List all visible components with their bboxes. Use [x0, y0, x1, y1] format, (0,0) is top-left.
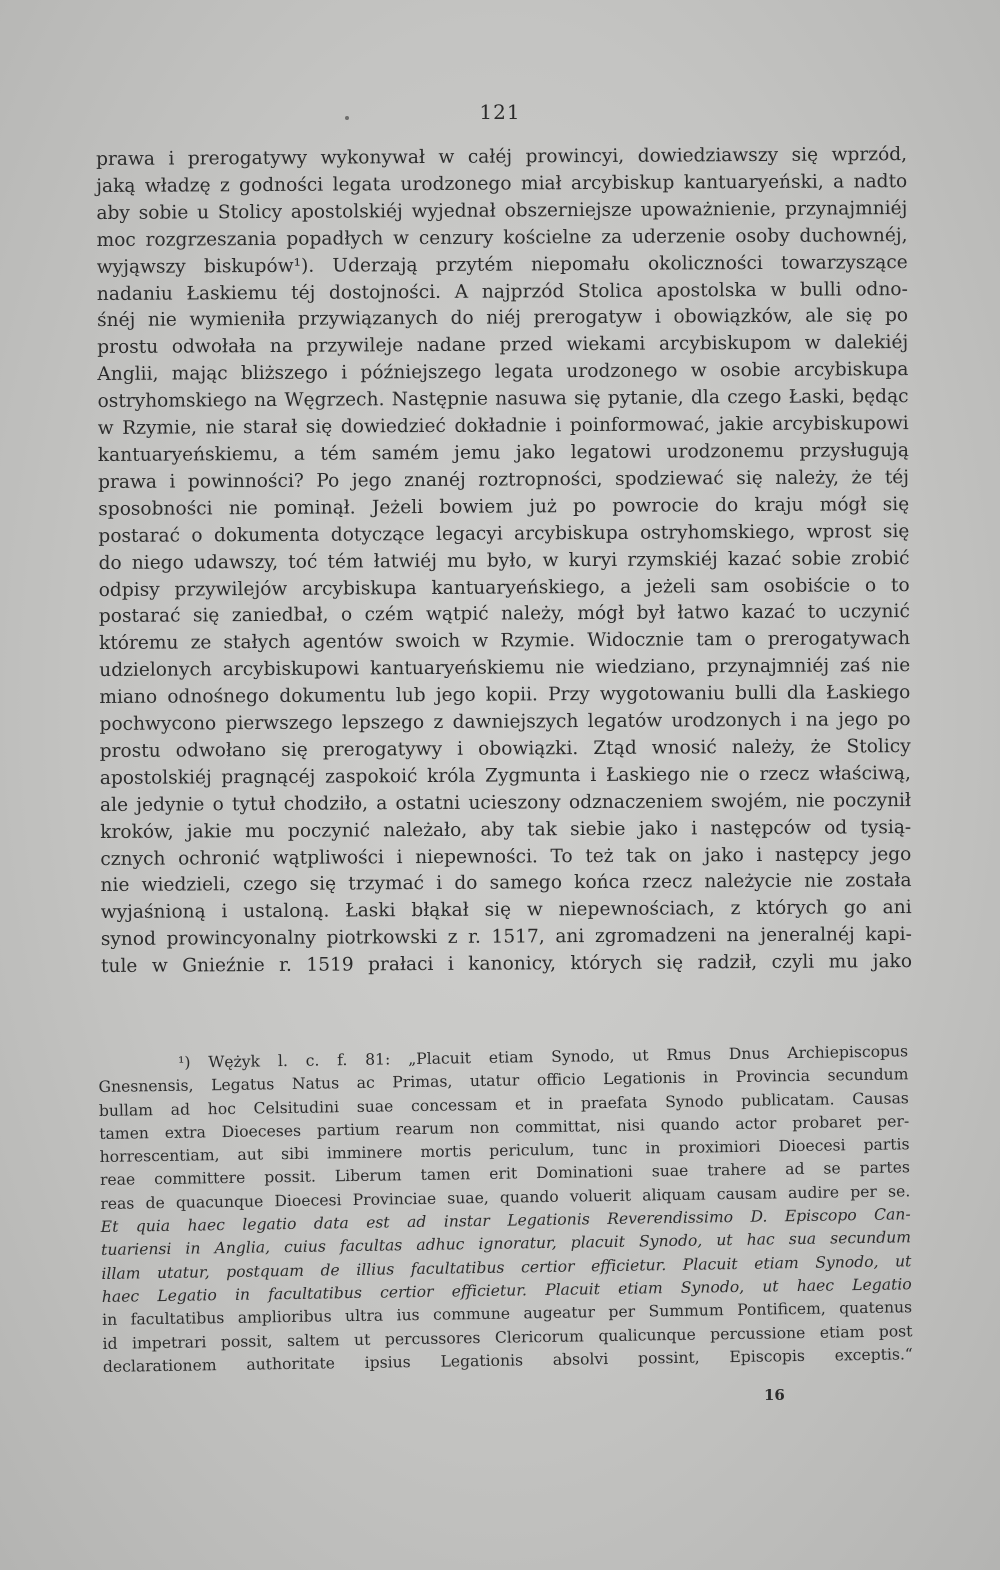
footnote-line: id impetrari possit, saltem ut percussores Clericorum qualicunque percussione etiam post — [102, 1321, 913, 1353]
body-line: wyjaśnioną i ustaloną. Łaski błąkał się w niepewnościach, z których go ani — [100, 897, 912, 924]
body-line: kroków, jakie mu poczynić należało, aby tak siebie jako i następców od tysią- — [100, 816, 912, 843]
body-line: postarać się zaniedbał, o czém wątpić należy, mógł był łatwo kazać to uczynić — [98, 601, 910, 628]
body-line: w Rzymie, nie starał się dowiedzieć dokładnie i poinformować, jakie arcybiskupowi — [97, 413, 909, 440]
body-line: synod prowincyonalny piotrkowski z r. 1517, ani zgromadzeni na jeneralnéj kapi- — [100, 924, 912, 951]
body-line: ostryhomskiego na Węgrzech. Następnie nasuwa się pytanie, dla czego Łaski, będąc — [97, 386, 909, 413]
body-line: prostu odwołała na przywileje nadane przed wiekami arcybiskupom w dalekiéj — [97, 332, 909, 359]
body-line: apostolskiéj pragnącéj zaspokoić króla Zygmunta i Łaskiego nie o rzecz właściwą, — [99, 762, 911, 789]
footnote-line: in facultatibus amplioribus ultra ius commune augeatur per Summum Pontificem, quatenus — [102, 1298, 913, 1330]
body-text — [96, 142, 912, 981]
footnote-line: illam utatur, postquam de illius facultatibus certior efficietur. Placuit etiam Synodo, ut — [101, 1251, 912, 1283]
body-line: odpisy przywilejów arcybiskupa kantuaryeńskiego, a jeżeli sam osobiście o to — [98, 574, 910, 601]
footnote-line: declarationem authoritate ipsius Legationis absolvi possint, Episcopis exceptis.“ — [102, 1345, 913, 1376]
body-line: udzielonych arcybiskupowi kantuaryeńskiemu nie wiedziano, przynajmniéj zaś nie — [99, 655, 911, 682]
body-line: któremu ze stałych agentów swoich w Rzymie. Widocznie tam o prerogatywach — [98, 628, 911, 655]
footnote-line: tuariensi in Anglia, cuius facultas adhuc ignoratur, placuit Synodo, ut hac sua secundum — [100, 1228, 912, 1260]
body-line: Anglii, mając bliższego i późniejszego legata urodzonego w osobie arcybiskupa — [97, 359, 909, 386]
body-line: pochwycono pierwszego lepszego z dawniejszych legatów urodzonych i na jego po — [99, 709, 911, 736]
body-line: postarać o dokumenta dotyczące legacyi arcybiskupa ostryhomskiego, wprost się — [98, 520, 910, 547]
body-line: sposobności nie pominął. Jeżeli bowiem już po powrocie do kraju mógł się — [98, 493, 910, 520]
footnote — [98, 1040, 913, 1379]
ink-speck — [345, 116, 349, 120]
footnote-line: bullam ad hoc Celsitudini suae concessam et in praefata Synodo publicatam. Causas — [98, 1088, 909, 1120]
body-line: śnéj nie wymieniła przywiązanych do niéj prerogatyw i obowiązków, ale się po — [96, 305, 909, 332]
footnote-line: ¹) Wężyk l. c. f. 81: „Placuit etiam Synodo, ut Rmus Dnus Archiepiscopus — [178, 1042, 909, 1072]
body-line: moc rozgrzeszania popadłych w cenzury kościelne za uderzenie osoby duchownéj, — [96, 224, 908, 251]
body-line: miano odnośnego dokumentu lub jego kopii. Przy wygotowaniu bulli dla Łaskiego — [99, 682, 911, 709]
body-line: aby sobie u Stolicy apostolskiéj wyjednał obszerniejsze upoważnienie, przynajmniéj — [96, 197, 908, 224]
body-line: nie wiedzieli, czego się trzymać i do samego końca rzecz należycie nie została — [100, 870, 912, 897]
body-line: prostu odwołano się prerogatywy i obowiązki. Ztąd wnosić należy, że Stolicy — [99, 735, 911, 762]
body-line: tule w Gnieźnie r. 1519 prałaci i kanonicy, których się radził, czyli mu jako — [100, 951, 913, 978]
body-line: kantuaryeńskiemu, a tém samém jemu jako legatowi urodzonemu przysługują — [97, 440, 909, 466]
body-line: ale jedynie o tytuł chodziło, a ostatni ucieszony odznaczeniem swojém, nie poczynił — [99, 789, 912, 816]
body-line: jaką władzę z godności legata urodzonego miał arcybiskup kantuaryeński, a nadto — [96, 170, 908, 197]
footnote-line: horrescentiam, aut sibi imminere mortis periculum, tunc in proximiori Dioecesi partis — [99, 1135, 910, 1167]
footnote-line: reas de quacunque Dioecesi Provinciae suae, quando voluerit aliquam causam audire per se. — [100, 1182, 911, 1213]
footnote-line: tamen extra Dioeceses partium rearum non committat, nisi quando actor probaret per- — [99, 1112, 910, 1143]
footnote-line: reae committere possit. Liberum tamen erit Dominationi suae trahere ad se partes — [99, 1158, 911, 1190]
footnote-line: haec Legatio in facultatibus certior efficietur. Placuit etiam Synodo, ut haec Legatio — [101, 1275, 912, 1306]
body-line: cznych ochronić wątpliwości i niepewności. To też tak on jako i następcy jego — [100, 843, 912, 870]
body-line: prawa i powinności? Po jego znanéj roztropności, spodziewać się należy, że téj — [97, 466, 910, 493]
body-line: nadaniu Łaskiemu téj dostojności. A najprzód Stolica apostolska w bulli odno- — [96, 278, 908, 305]
body-line: do niego udawszy, toć tém łatwiéj mu było, w kuryi rzymskiéj kazać sobie zrobić — [98, 547, 910, 574]
footnote-line: Et quia haec legatio data est ad instar Legationis Reverendissimo D. Episcopo Can- — [100, 1205, 911, 1237]
body-line: prawa i prerogatywy wykonywał w całéj prowincyi, dowiedziawszy się wprzód, — [96, 144, 908, 170]
footnote-line: Gnesnensis, Legatus Natus ac Primas, utatur officio Legationis in Provincia secundum — [98, 1065, 909, 1097]
body-line: wyjąwszy biskupów¹). Uderzają przytém niepomału okoliczności towarzyszące — [96, 251, 908, 278]
page-number: 121 — [479, 100, 521, 124]
signature-mark: 16 — [764, 1386, 785, 1404]
